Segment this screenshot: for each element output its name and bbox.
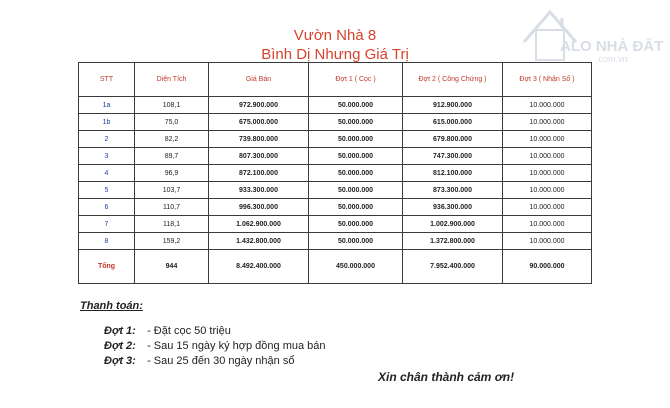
watermark-text: ALO NHÀ ĐẤT bbox=[560, 38, 664, 55]
cell-phase-2: 615.000.000 bbox=[403, 114, 503, 131]
cell-stt: 2 bbox=[79, 131, 135, 148]
header-phase-1: Đợt 1 ( Cọc ) bbox=[309, 63, 403, 97]
cell-stt: 5 bbox=[79, 182, 135, 199]
cell-phase-1: 50.000.000 bbox=[309, 199, 403, 216]
price-table bbox=[78, 62, 592, 284]
cell-phase-2: 873.300.000 bbox=[403, 182, 503, 199]
cell-phase-3: 10.000.000 bbox=[503, 216, 592, 233]
cell-area: 110,7 bbox=[135, 199, 209, 216]
table-total-row bbox=[79, 250, 592, 284]
cell-phase-2: 747.300.000 bbox=[403, 148, 503, 165]
cell-phase-3: 10.000.000 bbox=[503, 199, 592, 216]
cell-area: 118,1 bbox=[135, 216, 209, 233]
cell-phase-3: 10.000.000 bbox=[503, 114, 592, 131]
cell-stt: 1a bbox=[79, 97, 135, 114]
cell-price: 996.300.000 bbox=[209, 199, 309, 216]
total-price: 8.492.400.000 bbox=[209, 250, 309, 284]
cell-area: 108,1 bbox=[135, 97, 209, 114]
payment-item-2 bbox=[104, 339, 326, 354]
header-stt: STT bbox=[79, 63, 135, 97]
cell-phase-1: 50.000.000 bbox=[309, 165, 403, 182]
cell-phase-1: 50.000.000 bbox=[309, 148, 403, 165]
table-row bbox=[79, 131, 592, 148]
cell-phase-3: 10.000.000 bbox=[503, 148, 592, 165]
title-line-1: Vườn Nhà 8 bbox=[293, 27, 377, 44]
payment-item-3 bbox=[104, 354, 326, 369]
cell-price: 675.000.000 bbox=[209, 114, 309, 131]
cell-price: 739.800.000 bbox=[209, 131, 309, 148]
watermark-domain: .com.vn bbox=[596, 54, 628, 64]
payment-label: Đợt 2: bbox=[104, 340, 136, 352]
cell-area: 75,0 bbox=[135, 114, 209, 131]
cell-phase-1: 50.000.000 bbox=[309, 182, 403, 199]
cell-stt: 7 bbox=[79, 216, 135, 233]
cell-price: 807.300.000 bbox=[209, 148, 309, 165]
header-phase-3: Đợt 3 ( Nhận Sổ ) bbox=[503, 63, 592, 97]
table-header-row bbox=[79, 63, 592, 97]
cell-phase-3: 10.000.000 bbox=[503, 233, 592, 250]
cell-phase-1: 50.000.000 bbox=[309, 233, 403, 250]
cell-area: 89,7 bbox=[135, 148, 209, 165]
cell-area: 82,2 bbox=[135, 131, 209, 148]
cell-stt: 3 bbox=[79, 148, 135, 165]
table-row bbox=[79, 114, 592, 131]
title-line-2: Bình Dị Nhưng Giá Trị bbox=[261, 46, 409, 63]
cell-phase-1: 50.000.000 bbox=[309, 131, 403, 148]
cell-price: 933.300.000 bbox=[209, 182, 309, 199]
cell-price: 1.062.900.000 bbox=[209, 216, 309, 233]
payment-label: Đợt 3: bbox=[104, 355, 136, 367]
total-label: Tổng bbox=[79, 250, 135, 284]
cell-phase-1: 50.000.000 bbox=[309, 216, 403, 233]
cell-stt: 8 bbox=[79, 233, 135, 250]
total-phase-3: 90.000.000 bbox=[503, 250, 592, 284]
cell-phase-1: 50.000.000 bbox=[309, 97, 403, 114]
payment-text: - Sau 25 đến 30 ngày nhận sổ bbox=[147, 355, 295, 367]
cell-stt: 4 bbox=[79, 165, 135, 182]
cell-stt: 6 bbox=[79, 199, 135, 216]
cell-area: 159,2 bbox=[135, 233, 209, 250]
cell-phase-2: 679.800.000 bbox=[403, 131, 503, 148]
thanks-note: Xin chân thành cảm ơn! bbox=[378, 370, 515, 384]
cell-stt: 1b bbox=[79, 114, 135, 131]
payment-text: - Sau 15 ngày ký hợp đồng mua bán bbox=[147, 340, 326, 352]
cell-phase-3: 10.000.000 bbox=[503, 165, 592, 182]
table-row bbox=[79, 97, 592, 114]
cell-price: 872.100.000 bbox=[209, 165, 309, 182]
payment-item-1 bbox=[104, 324, 326, 339]
total-area: 944 bbox=[135, 250, 209, 284]
cell-phase-3: 10.000.000 bbox=[503, 97, 592, 114]
table-row bbox=[79, 233, 592, 250]
cell-price: 1.432.800.000 bbox=[209, 233, 309, 250]
cell-phase-2: 912.900.000 bbox=[403, 97, 503, 114]
payment-title: Thanh toán: bbox=[80, 300, 143, 312]
cell-phase-3: 10.000.000 bbox=[503, 182, 592, 199]
cell-area: 103,7 bbox=[135, 182, 209, 199]
header-phase-2: Đợt 2 ( Công Chứng ) bbox=[403, 63, 503, 97]
cell-phase-3: 10.000.000 bbox=[503, 131, 592, 148]
cell-phase-2: 936.300.000 bbox=[403, 199, 503, 216]
table-row bbox=[79, 182, 592, 199]
table-row bbox=[79, 165, 592, 182]
payment-label: Đợt 1: bbox=[104, 325, 136, 337]
table-row bbox=[79, 216, 592, 233]
cell-phase-2: 1.002.900.000 bbox=[403, 216, 503, 233]
total-phase-1: 450.000.000 bbox=[309, 250, 403, 284]
cell-phase-1: 50.000.000 bbox=[309, 114, 403, 131]
payment-text: - Đặt cọc 50 triệu bbox=[147, 325, 231, 337]
cell-price: 972.900.000 bbox=[209, 97, 309, 114]
payment-section bbox=[80, 300, 326, 367]
total-phase-2: 7.952.400.000 bbox=[403, 250, 503, 284]
cell-phase-2: 812.100.000 bbox=[403, 165, 503, 182]
cell-area: 96,9 bbox=[135, 165, 209, 182]
header-price: Giá Bán bbox=[209, 63, 309, 97]
table-row bbox=[79, 199, 592, 216]
cell-phase-2: 1.372.800.000 bbox=[403, 233, 503, 250]
table-row bbox=[79, 148, 592, 165]
payment-list bbox=[104, 324, 326, 369]
header-area: Diện Tích bbox=[135, 63, 209, 97]
